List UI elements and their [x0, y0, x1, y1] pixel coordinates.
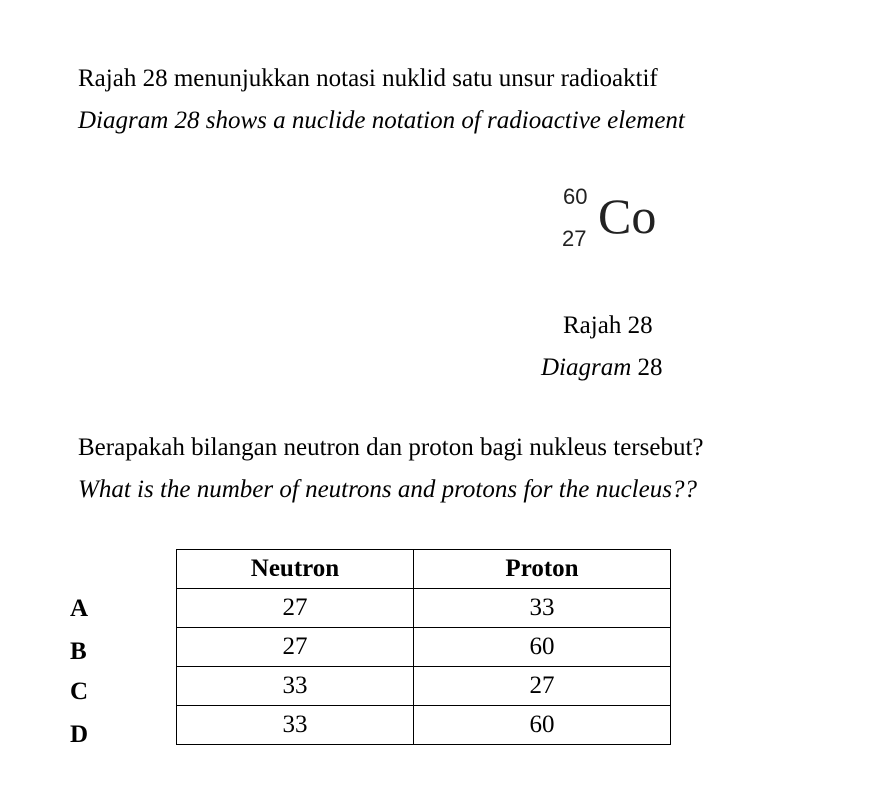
table-row	[177, 706, 671, 745]
cell-neutron: 33	[177, 706, 414, 745]
cell-proton: 60	[414, 628, 671, 667]
caption-malay: Rajah 28	[563, 312, 653, 339]
cell-neutron: 27	[177, 628, 414, 667]
header-neutron: Neutron	[177, 550, 414, 589]
mass-number: 60	[563, 184, 588, 209]
question-text-malay: Berapakah bilangan neutron dan proton bagi nukleus tersebut?	[78, 434, 704, 461]
cell-neutron: 27	[177, 589, 414, 628]
table-row	[177, 589, 671, 628]
cell-proton: 33	[414, 589, 671, 628]
answer-table	[176, 549, 671, 745]
cell-proton: 60	[414, 706, 671, 745]
intro-text-english: Diagram 28 shows a nuclide notation of radioactive element	[78, 107, 685, 134]
option-label-b: B	[70, 638, 87, 665]
atomic-number: 27	[562, 226, 587, 251]
table-header-row	[177, 550, 671, 589]
nuclide-notation	[560, 180, 690, 260]
option-label-c: C	[70, 678, 89, 705]
table-row	[177, 628, 671, 667]
option-label-a: A	[70, 595, 89, 622]
caption-english-word: Diagram	[541, 354, 632, 381]
question-text-english: What is the number of neutrons and protons for the nucleus??	[78, 476, 697, 503]
option-label-d: D	[70, 721, 89, 748]
cell-proton: 27	[414, 667, 671, 706]
table-row	[177, 667, 671, 706]
cell-neutron: 33	[177, 667, 414, 706]
intro-text-malay: Rajah 28 menunjukkan notasi nuklid satu unsur radioaktif	[78, 65, 658, 92]
caption-english	[541, 353, 663, 383]
caption-english-number: 28	[637, 354, 663, 381]
header-proton: Proton	[414, 550, 671, 589]
element-symbol: Co	[598, 188, 657, 244]
